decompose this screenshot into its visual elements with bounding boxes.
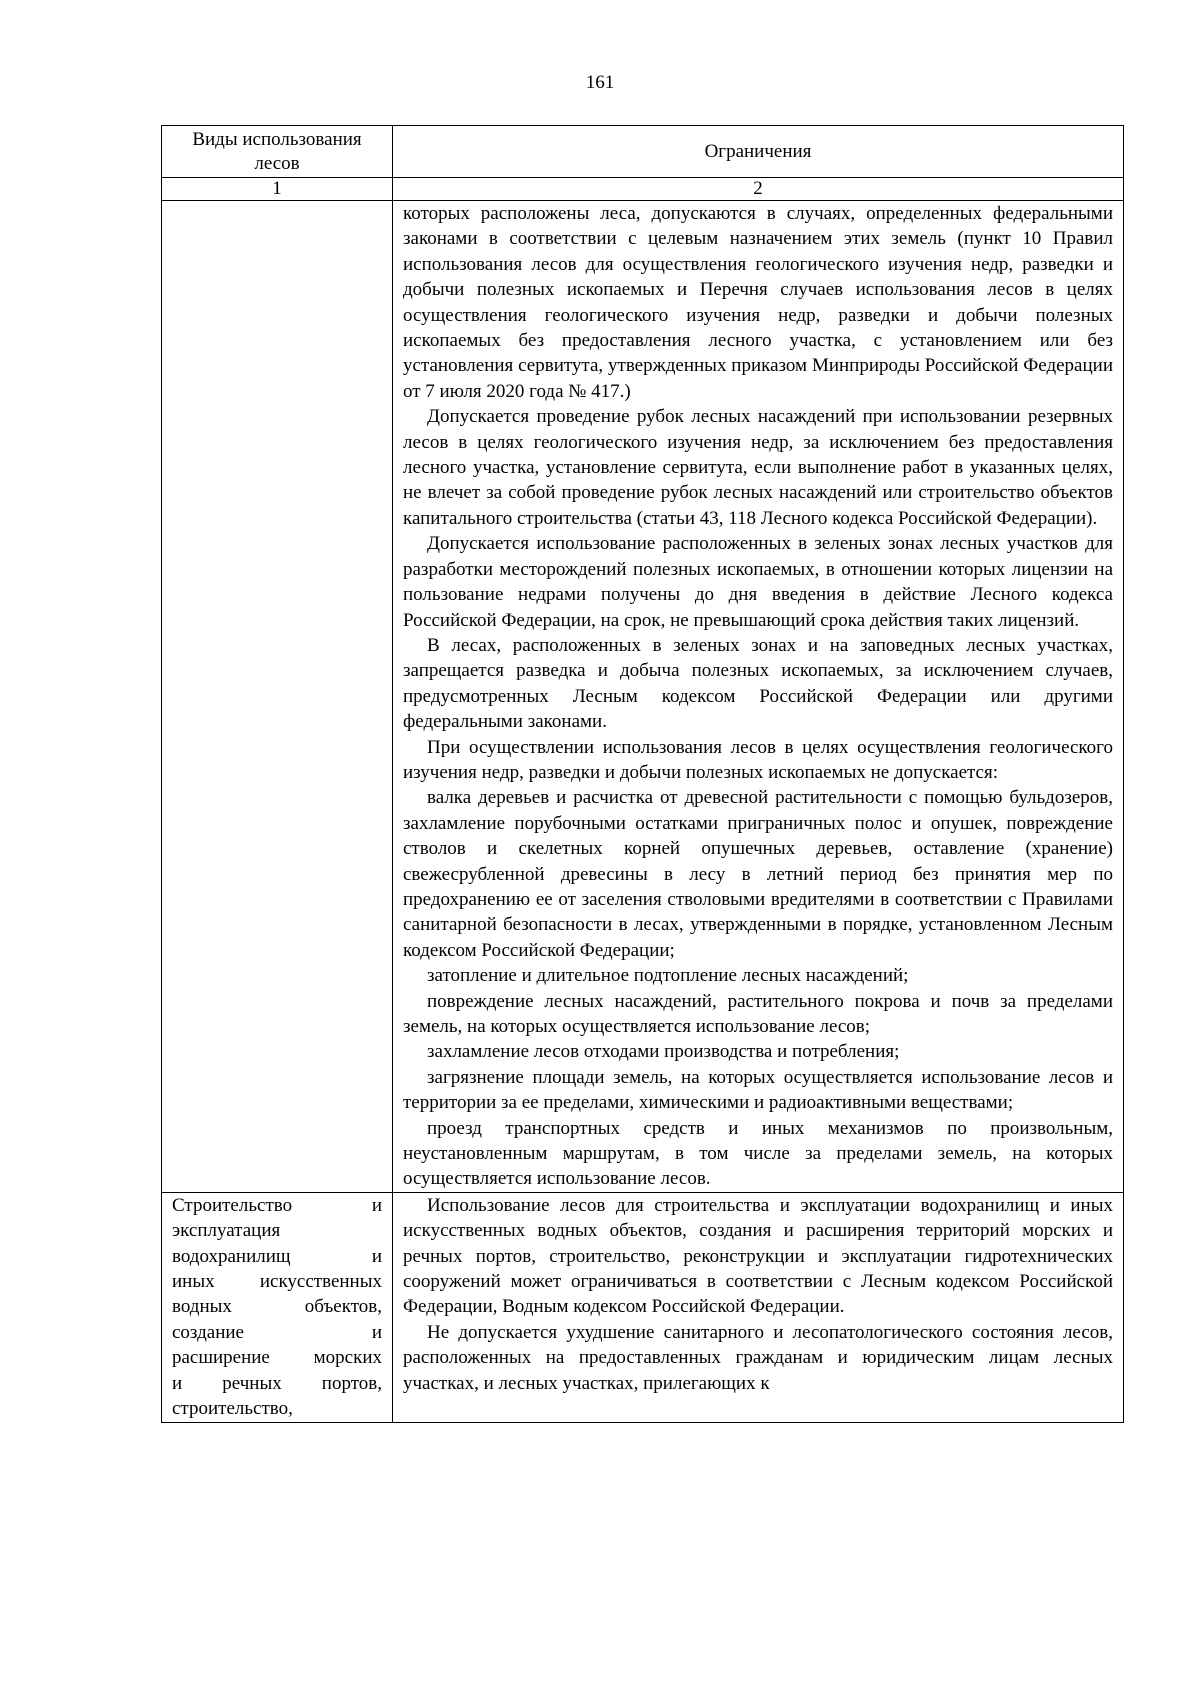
row2-use-type-cell (162, 1192, 393, 1422)
use-type-line: эксплуатация (172, 1220, 281, 1242)
paragraph: При осуществлении использования лесов в целях осуществления геологического изучения недр, разведки и добычи полезных ископаемых не допускается: (403, 736, 1113, 783)
table-row (162, 1192, 1124, 1422)
use-type-line: и речных портов, (172, 1372, 382, 1394)
use-type-line: создание и (172, 1321, 382, 1343)
use-type-line: иных искусственных (172, 1271, 382, 1293)
use-type-line: расширение морских (172, 1347, 382, 1369)
use-type-line: водных объектов, (172, 1296, 382, 1318)
paragraph: Не допускается ухудшение санитарного и лесопатологического состояния лесов, расположенных на предоставленных гражданам и юридическим лицам лесных участках, и лесных участках, прилегающих к (403, 1321, 1113, 1394)
paragraph: Использование лесов для строительства и эксплуатации водохранилищ и иных искусственных водных объектов, создания и расширения территорий морских и речных портов, строительство, реконструкции и эксплуатации гидротехнических сооружений может ограничиваться в соответствии с Лесным кодексом Российской Федерации, Водным кодексом Российской Федерации. (403, 1194, 1113, 1318)
list-item: повреждение лесных насаждений, растительного покрова и почв за пределами земель, на которых осуществляется использование лесов; (403, 990, 1113, 1037)
table-row (162, 201, 1124, 1193)
use-type-line: Строительство и (172, 1194, 382, 1216)
list-item: захламление лесов отходами производства и потребления; (427, 1041, 900, 1063)
list-item: проезд транспортных средств и иных механизмов по произвольным, неустановленным маршрутам, в том числе за пределами земель, на которых осуществляется использование лесов. (403, 1117, 1113, 1190)
use-type-line: строительство, (172, 1398, 293, 1420)
page-number: 161 (585, 72, 615, 93)
paragraph: Допускается использование расположенных в зеленых зонах лесных участков для разработки месторождений полезных ископаемых, в отношении которых лицензии на пользование недрами получены до дня введения в действие Лесного кодекса Российской Федерации, на срок, не превышающий срока действия таких лицензий. (403, 533, 1113, 631)
column-number-2: 2 (393, 178, 1124, 201)
table-header-row (162, 126, 1124, 178)
row1-restrictions-cell (393, 201, 1124, 1193)
use-type-line: водохранилищ и (172, 1245, 382, 1267)
list-item: затопление и длительное подтопление лесных насаждений; (427, 965, 909, 987)
row2-restrictions-cell (393, 1192, 1124, 1422)
column-number-row (162, 178, 1124, 201)
restrictions-table (161, 125, 1124, 1423)
paragraph: которых расположены леса, допускаются в случаях, определенных федеральными законами в соответствии с целевым назначением этих земель (пункт 10 Правил использования лесов для осуществления геологического изучения недр, разведки и добычи полезных ископаемых и Перечня случаев использования лесов в целях осуществления геологического изучения недр, разведки и добычи полезных ископаемых без предоставления лесного участка, с установлением или без установления сервитута, утвержденных приказом Минприроды Российской Федерации от 7 июля 2020 года № 417.) (403, 203, 1113, 402)
row1-use-type-cell (162, 201, 393, 1193)
column-number-1: 1 (162, 178, 393, 201)
header-restrictions: Ограничения (393, 126, 1124, 178)
list-item: загрязнение площади земель, на которых осуществляется использование лесов и территории за ее пределами, химическими и радиоактивными веществами; (403, 1066, 1113, 1114)
list-item: валка деревьев и расчистка от древесной растительности с помощью бульдозеров, захламление порубочными остатками приграничных полос и опушек, повреждение стволов и скелетных корней опушечных деревьев, оставление (хранение) свежесрубленной древесины в лесу в летний период без принятия мер по предохранению ее от заселения стволовыми вредителями в соответствии с Правилами санитарной безопасности в лесах, утвержденными в порядке, установленном Лесным кодексом Российской Федерации; (403, 787, 1113, 961)
paragraph: В лесах, расположенных в зеленых зонах и на заповедных лесных участках, запрещается разведка и добыча полезных ископаемых, за исключением случаев, предусмотренных Лесным кодексом Российской Федерации или другими федеральными законами. (403, 634, 1113, 733)
paragraph: Допускается проведение рубок лесных насаждений при использовании резервных лесов в целях геологического изучения недр, за исключением без предоставления лесного участка, установление сервитута, если выполнение работ в указанных целях, не влечет за собой проведение рубок лесных насаждений или строительство объектов капитального строительства (статьи 43, 118 Лесного кодекса Российской Федерации). (403, 406, 1113, 529)
header-forest-use-types: Виды использования лесов (162, 126, 393, 178)
